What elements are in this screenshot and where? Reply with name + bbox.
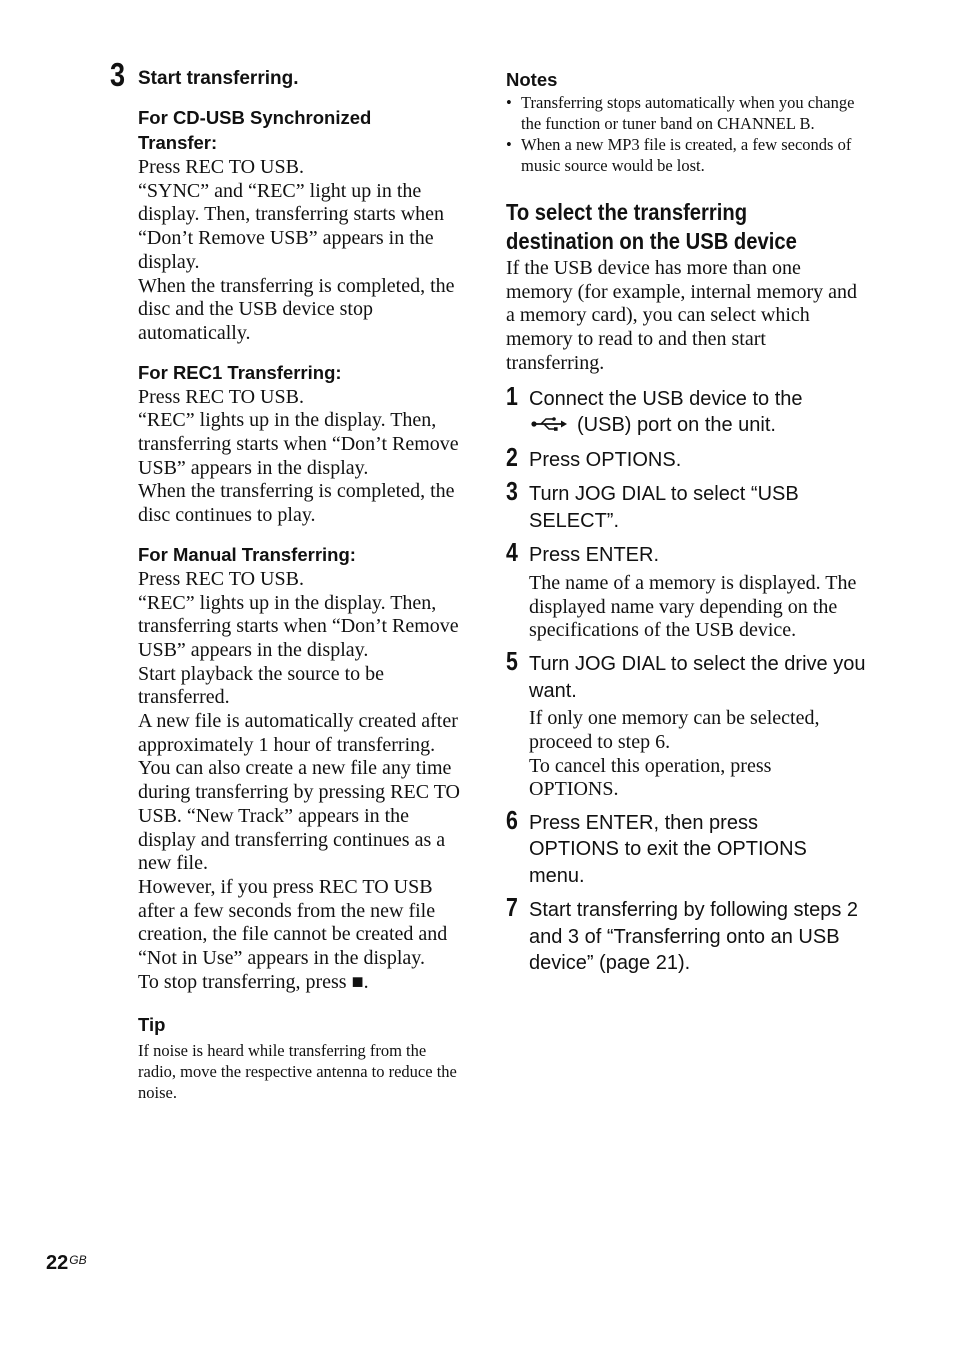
- procedure-step: [506, 804, 866, 890]
- page-number: [46, 1252, 87, 1275]
- section-body: [138, 386, 465, 528]
- step-detail-line: If only one memory can be selected, proceed to step 6.: [529, 707, 820, 753]
- step-label: Press OPTIONS.: [529, 448, 682, 471]
- tip-text: If noise is heard while transferring from the radio, move the respective antenna to reduce the noise.: [138, 1040, 457, 1102]
- step-label: Start transferring by following steps 2 and 3 of “Transferring onto an USB device” (page 21).: [529, 899, 859, 975]
- step-detail: The name of a memory is displayed. The displayed name vary depending on the specifications of the USB device.: [529, 571, 857, 642]
- note-item: [506, 134, 866, 176]
- section-title-line: To select the transferring: [506, 199, 748, 225]
- note-text: Transferring stops automatically when you change the function or tuner band on CHANNEL B.: [521, 93, 855, 133]
- procedure-step: [506, 892, 866, 977]
- note-item: [506, 92, 866, 134]
- paragraph: Start playback the source to be transferred.: [138, 662, 385, 709]
- step-number: 5: [506, 646, 518, 677]
- paragraph: When the transferring is completed, the disc and the USB device stop automatically.: [138, 274, 455, 344]
- usb-icon: [531, 412, 567, 439]
- step-number: 7: [506, 892, 518, 923]
- tip-heading: Tip: [138, 1013, 166, 1035]
- procedure-step: [506, 476, 866, 534]
- paragraph: You can also create a new file any time during transferring by pressing REC TO USB. “New Track” appears in the display and transferring continues as a new file.: [138, 757, 461, 875]
- step-label: Press ENTER.: [529, 544, 660, 567]
- step-label: [529, 386, 866, 439]
- notes-list: [506, 92, 866, 176]
- paragraph: Press REC TO USB.: [138, 156, 304, 178]
- section-body: [138, 156, 465, 346]
- paragraph: “SYNC” and “REC” light up in the display. Then, transferring starts when “Don’t Remove USB” appears in the display.: [138, 179, 445, 273]
- paragraph: Press REC TO USB.: [138, 385, 304, 408]
- step-label: Turn JOG DIAL to select the drive you want.: [529, 653, 866, 702]
- paragraph: “REC” lights up in the display. Then, transferring starts when “Don’t Remove USB” appears in the display.: [138, 591, 459, 661]
- paragraph: To stop transferring, press ■.: [138, 970, 369, 993]
- section-heading: For REC1 Transferring:: [138, 361, 342, 383]
- step-number: 4: [506, 537, 518, 568]
- bullet: •: [506, 93, 512, 112]
- note-text: When a new MP3 file is created, a few seconds of music source would be lost.: [521, 135, 852, 175]
- paragraph: “REC” lights up in the display. Then, transferring starts when “Don’t Remove USB” appears in the display.: [138, 409, 459, 479]
- transfer-modes: [138, 105, 465, 1103]
- section-title: [506, 198, 867, 256]
- step-number: 3: [110, 56, 126, 93]
- procedure-step: [506, 380, 866, 439]
- step-label-text: (USB) port on the unit.: [577, 414, 776, 437]
- step-label: Press ENTER, then press OPTIONS to exit the OPTIONS menu.: [529, 811, 807, 887]
- step-3-header: [110, 56, 465, 93]
- step-number: 3: [506, 476, 518, 507]
- section-heading: For Manual Transferring:: [138, 543, 356, 565]
- step-detail-line: To cancel this operation, press OPTIONS.: [529, 754, 772, 801]
- paragraph: A new file is automatically created after approximately 1 hour of transferring.: [138, 710, 458, 756]
- paragraph: However, if you press REC TO USB after a few seconds from the new file creation, the file cannot be created and “Not in Use” appears in the display.: [138, 875, 448, 970]
- step-label-text: Connect the USB device to the: [529, 387, 803, 410]
- bullet: •: [506, 135, 512, 154]
- step-number: 6: [506, 804, 518, 835]
- step-detail: [529, 707, 866, 802]
- right-column: [506, 68, 866, 977]
- section-body: [138, 568, 465, 995]
- section-heading: For CD-USB Synchronized Transfer:: [138, 107, 372, 153]
- procedure-step: [506, 537, 866, 643]
- step-label: Start transferring.: [138, 68, 299, 89]
- step-label: Turn JOG DIAL to select “USB SELECT”.: [529, 483, 799, 532]
- paragraph: Press REC TO USB.: [138, 567, 304, 590]
- page-suffix: GB: [69, 1253, 87, 1267]
- notes-heading: Notes: [506, 69, 558, 90]
- paragraph: When the transferring is completed, the disc continues to play.: [138, 480, 455, 527]
- procedure-step: [506, 646, 866, 802]
- intro-paragraph: If the USB device has more than one memory (for example, internal memory and a memory card), you can select which memory to read to and then start transferring.: [506, 257, 857, 374]
- page-number-value: 22: [46, 1252, 69, 1274]
- step-number: 2: [506, 441, 518, 472]
- procedure-step: [506, 441, 866, 474]
- section-title-line: destination on the USB device: [506, 228, 797, 254]
- step-number: 1: [506, 380, 518, 411]
- left-column: [110, 56, 465, 1103]
